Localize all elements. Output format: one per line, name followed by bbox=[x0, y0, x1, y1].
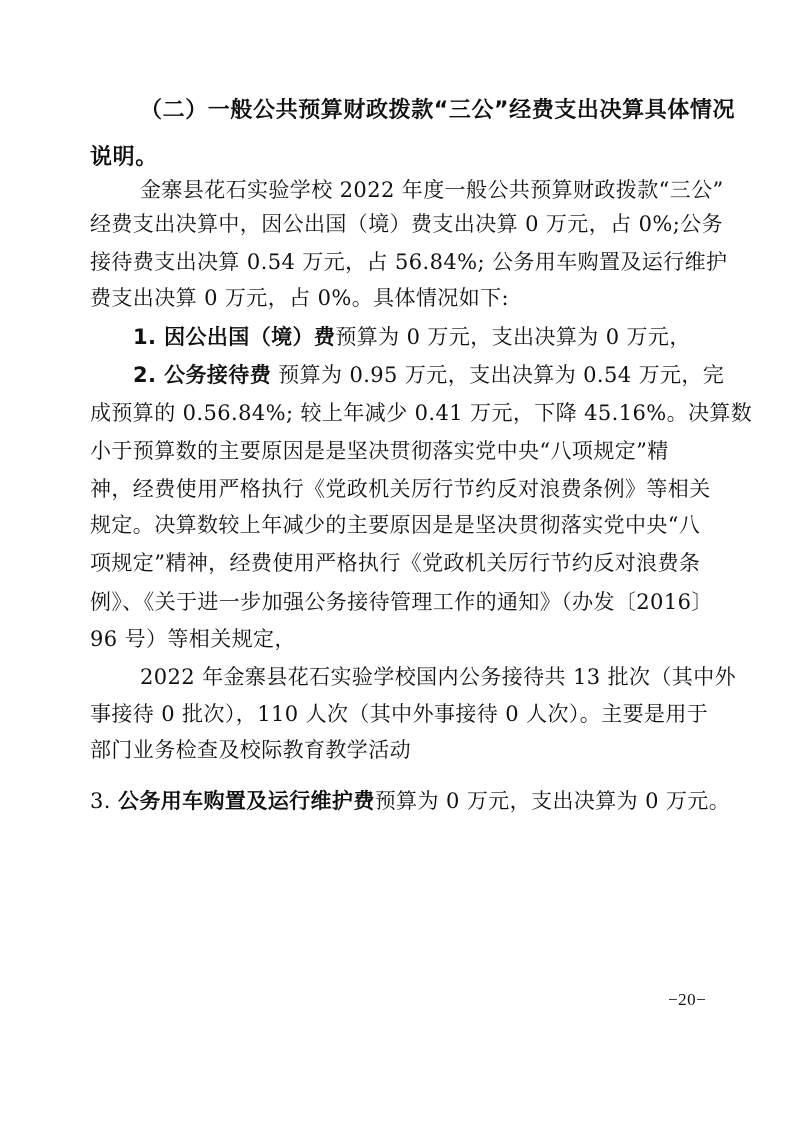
item-1-text: 预算为 0 万元，支出决算为 0 万元， bbox=[335, 325, 691, 349]
item-3-label: 公务用车购置及运行维护费 bbox=[117, 789, 375, 813]
intro-line-3: 接待费支出决算 0.54 万元，占 56.84%; 公务用车购置及运行维护 bbox=[90, 250, 728, 274]
section-heading-line-2: 说明。 bbox=[90, 145, 158, 170]
item-1-label: 1. 因公出国（境）费 bbox=[133, 325, 336, 349]
item-3-paragraph bbox=[90, 789, 730, 813]
section-heading-line-1: （二）一般公共预算财政拨款“三公”经费支出决算具体情况 bbox=[140, 98, 736, 123]
item-2-line-6: 项规定”精神，经费使用严格执行《党政机关厉行节约反对浪费条 bbox=[90, 551, 701, 575]
item-2-line-5: 规定。决算数较上年减少的主要原因是是坚决贯彻落实党中央“八 bbox=[90, 513, 701, 537]
page-number: −20− bbox=[668, 990, 707, 1009]
intro-line-4: 费支出决算 0 万元，占 0%。具体情况如下: bbox=[90, 286, 509, 310]
item-3-text: 预算为 0 万元，支出决算为 0 万元。 bbox=[374, 789, 731, 813]
item-2-line-1 bbox=[133, 363, 724, 387]
reception-line-1: 2022 年金寨县花石实验学校国内公务接待共 13 批次（其中外 bbox=[140, 665, 736, 689]
item-2-label: 2. 公务接待费 bbox=[133, 363, 272, 387]
item-2-line-7: 例》、《关于进一步加强公务接待管理工作的通知》（办发〔2016〕 bbox=[90, 590, 713, 614]
item-3-number: 3. bbox=[90, 789, 111, 813]
intro-line-1: 金寨县花石实验学校 2022 年度一般公共预算财政拨款“三公” bbox=[140, 178, 724, 202]
item-2-line-3: 小于预算数的主要原因是是坚决贯彻落实党中央“八项规定”精 bbox=[90, 439, 669, 463]
item-1-paragraph bbox=[133, 325, 691, 349]
reception-line-2: 事接待 0 批次），110 人次（其中外事接待 0 人次）。主要是用于 bbox=[90, 702, 709, 726]
item-2-line-8: 96 号）等相关规定， bbox=[90, 627, 296, 651]
reception-line-3: 部门业务检查及校际教育教学活动 bbox=[90, 738, 411, 762]
item-2-line-2: 成预算的 0.56.84%; 较上年减少 0.41 万元，下降 45.16%。决算数 bbox=[90, 401, 753, 425]
item-2-text: 预算为 0.95 万元，支出决算为 0.54 万元，完 bbox=[271, 363, 725, 387]
item-2-line-4: 神，经费使用严格执行《党政机关厉行节约反对浪费条例》等相关 bbox=[90, 477, 711, 501]
intro-line-2: 经费支出决算中，因公出国（境）费支出决算 0 万元，占 0%;公务 bbox=[90, 212, 723, 236]
